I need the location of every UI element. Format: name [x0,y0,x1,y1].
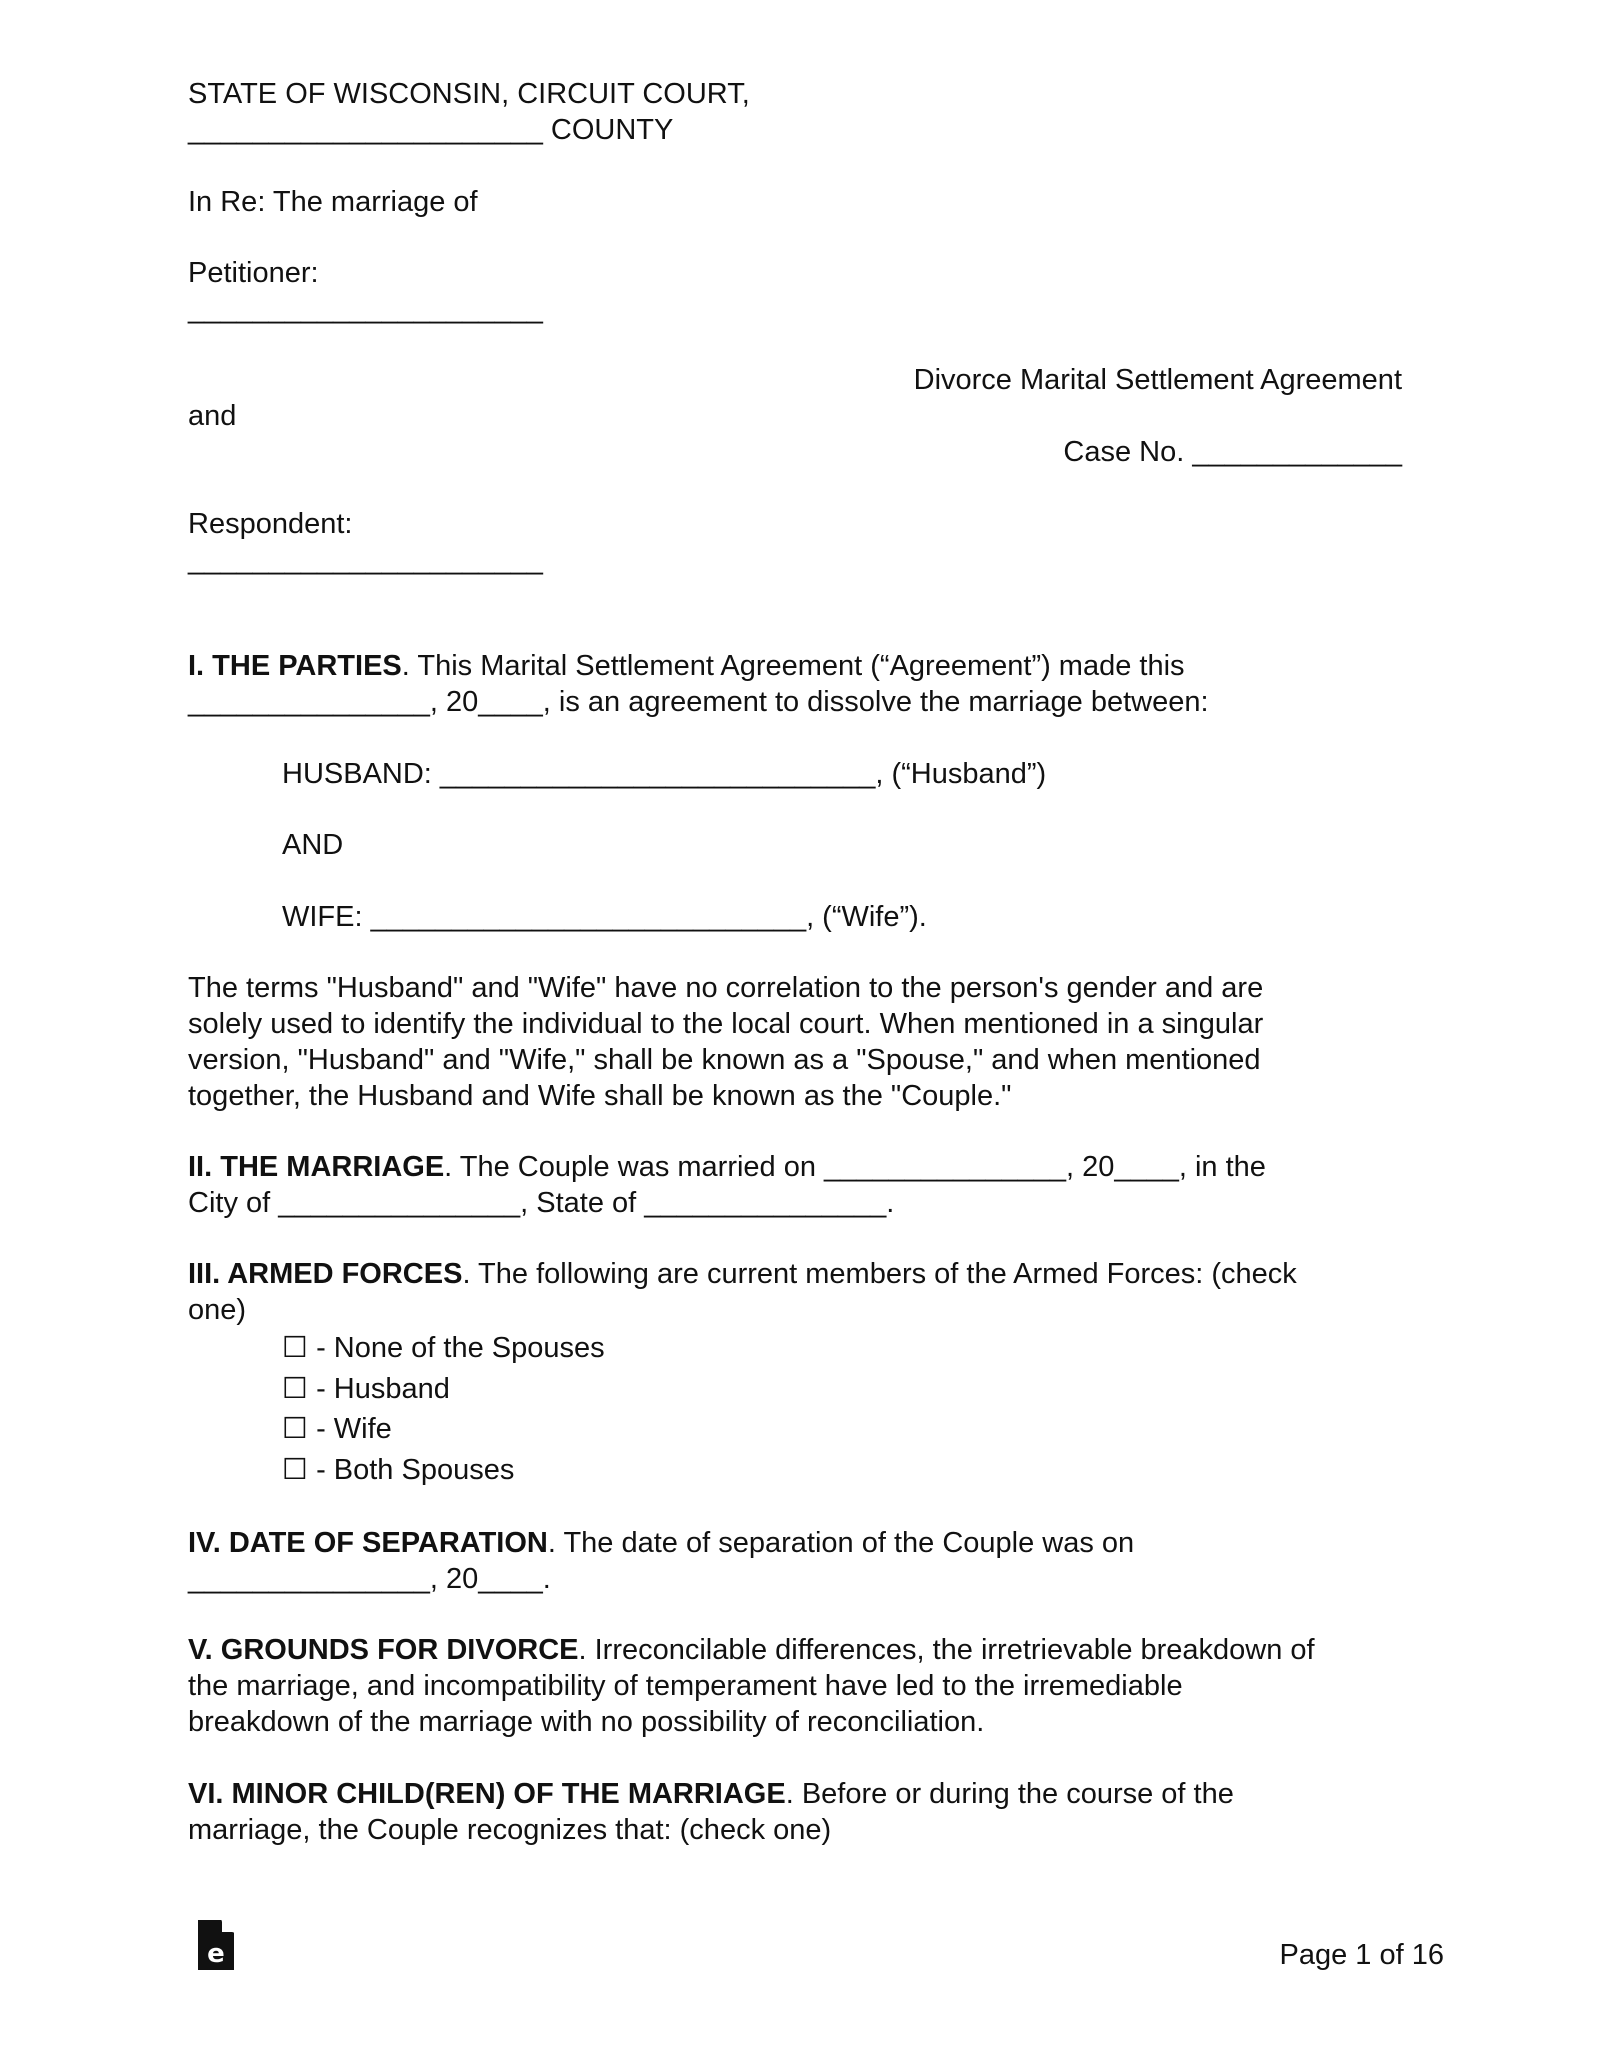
minor-children-text-1: . Before or during the course of the [785,1778,1234,1810]
grounds-text-2: the marriage, and incompatibility of temperament have led to the irremediable [188,1670,1183,1702]
grounds-paragraph-line-1 [188,1632,1315,1668]
svg-text:e: e [207,1939,225,1969]
respondent-label: Respondent: [188,508,353,540]
armed-forces-option-wife[interactable] [282,1411,392,1447]
parties-paragraph-line-1 [188,648,1185,684]
petitioner-blank: ______________________ [188,293,543,325]
page-number: Page 1 of 16 [1279,1939,1444,1971]
checkbox-icon[interactable]: ☐ [282,1332,308,1364]
terms-line: together, the Husband and Wife shall be known as the "Couple." [188,1080,1012,1112]
armed-forces-option-both[interactable] [282,1452,514,1488]
petitioner-label: Petitioner: [188,257,319,289]
eforms-document-icon [196,1918,236,1972]
respondent-blank: ______________________ [188,544,543,576]
armed-forces-text-1: . The following are current members of the Armed Forces: (check [462,1258,1297,1290]
checkbox-icon[interactable]: ☐ [282,1413,308,1445]
parties-heading: I. THE PARTIES [188,650,402,682]
separation-heading: IV. DATE OF SEPARATION [188,1527,548,1559]
county-line: ______________________ COUNTY [188,114,674,146]
minor-children-heading: VI. MINOR CHILD(REN) OF THE MARRIAGE [188,1778,786,1810]
armed-forces-text-2: one) [188,1294,247,1326]
armed-forces-paragraph-line-1 [188,1256,1297,1292]
option-label: - Both Spouses [316,1454,515,1486]
grounds-text-3: breakdown of the marriage with no possibility of reconciliation. [188,1706,985,1738]
parties-text-1: . This Marital Settlement Agreement (“Agreement”) made this [401,650,1185,682]
grounds-text-1: . Irreconcilable differences, the irretrievable breakdown of [578,1634,1315,1666]
separation-text-1: . The date of separation of the Couple was on [547,1527,1135,1559]
checkbox-icon[interactable]: ☐ [282,1373,308,1405]
husband-line: HUSBAND: ___________________________, (“Husband”) [282,758,1047,790]
marriage-text-2: City of _______________, State of _______________. [188,1187,895,1219]
terms-line: solely used to identify the individual to the local court. When mentioned in a singular [188,1008,1264,1040]
terms-line: The terms "Husband" and "Wife" have no correlation to the person's gender and are [188,972,1264,1004]
checkbox-icon[interactable]: ☐ [282,1454,308,1486]
marriage-text-1: . The Couple was married on _______________, 20____, in the [444,1151,1266,1183]
option-label: - None of the Spouses [316,1332,605,1364]
separation-text-2: _______________, 20____. [188,1563,551,1595]
court-header: STATE OF WISCONSIN, CIRCUIT COURT, [188,78,750,110]
and-label: and [188,400,237,432]
marriage-paragraph-line-1 [188,1149,1266,1185]
option-label: - Husband [316,1373,450,1405]
and-separator: AND [282,829,344,861]
grounds-heading: V. GROUNDS FOR DIVORCE [188,1634,579,1666]
case-number: Case No. _____________ [1063,436,1402,468]
wife-line: WIFE: ___________________________, (“Wife”). [282,901,927,933]
minor-children-paragraph-line-1 [188,1776,1234,1812]
minor-children-text-2: marriage, the Couple recognizes that: (check one) [188,1814,832,1846]
terms-line: version, "Husband" and "Wife," shall be known as a "Spouse," and when mentioned [188,1044,1261,1076]
option-label: - Wife [316,1413,392,1445]
marriage-heading: II. THE MARRIAGE [188,1151,445,1183]
separation-paragraph-line-1 [188,1525,1134,1561]
in-re-label: In Re: The marriage of [188,186,478,218]
armed-forces-option-husband[interactable] [282,1371,450,1407]
armed-forces-option-none[interactable] [282,1330,605,1366]
parties-text-2: _______________, 20____, is an agreement to dissolve the marriage between: [188,686,1209,718]
document-title: Divorce Marital Settlement Agreement [913,364,1402,396]
armed-forces-heading: III. ARMED FORCES [188,1258,463,1290]
